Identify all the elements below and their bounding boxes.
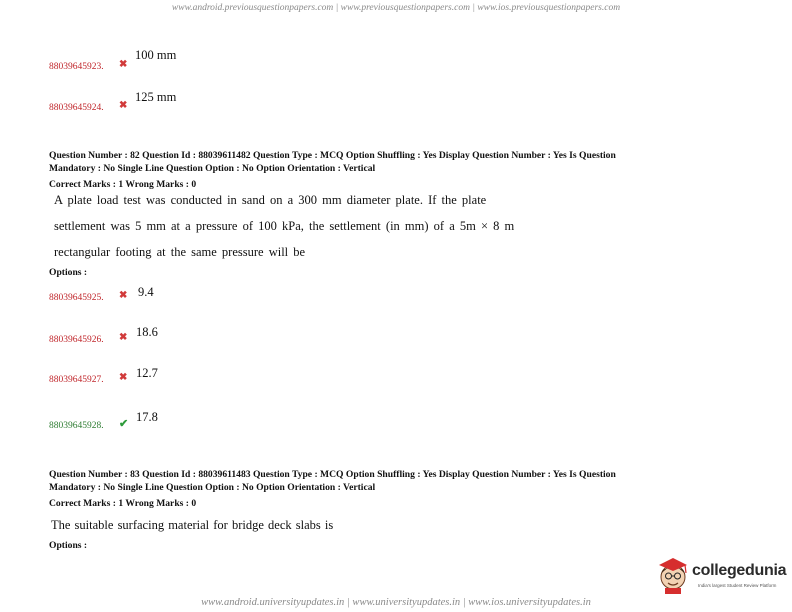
header-watermark: www.android.previousquestionpapers.com | www.previousquestionpapers.com | www.ios.previousquestionpapers.com (171, 3, 621, 13)
option-text: 18.6 (136, 325, 158, 339)
option-id: 88039645923. (49, 62, 104, 72)
check-icon: ✔ (119, 418, 129, 430)
question-text-line: rectangular footing at the same pressure will be (54, 245, 306, 259)
question-meta-line1: Question Number : 83 Question Id : 88039611483 Question Type : MCQ Option Shuffling : Yes Display Question Number : Yes Is Question (49, 469, 616, 480)
option-text: 9.4 (138, 285, 154, 299)
option-text: 12.7 (136, 366, 158, 380)
cross-icon: ✖ (119, 59, 128, 70)
logo-tagline: India's largest Student Review Platform (698, 583, 777, 588)
question-meta-line2: Mandatory : No Single Line Question Option : No Option Orientation : Vertical (49, 482, 376, 493)
cross-icon: ✖ (119, 372, 128, 383)
option-id: 88039645926. (49, 335, 104, 345)
options-label: Options : (49, 267, 88, 278)
option-text: 100 mm (135, 48, 177, 62)
footer-watermark: www.android.universityupdates.in | www.universityupdates.in | www.ios.universityupdates.in (201, 597, 591, 608)
option-id: 88039645925. (49, 293, 104, 303)
option-text: 125 mm (135, 90, 177, 104)
logo-wordmark: collegedunia (692, 562, 787, 579)
option-text-correct: 17.8 (136, 410, 158, 424)
option-id: 88039645927. (49, 375, 104, 385)
question-meta-line2: Mandatory : No Single Line Question Option : No Option Orientation : Vertical (49, 163, 376, 174)
option-id: 88039645924. (49, 103, 104, 113)
question-meta-line1: Question Number : 82 Question Id : 88039611482 Question Type : MCQ Option Shuffling : Yes Display Question Number : Yes Is Question (49, 150, 616, 161)
options-label: Options : (49, 540, 88, 551)
graduate-mascot-icon (656, 556, 690, 594)
question-marks: Correct Marks : 1 Wrong Marks : 0 (49, 179, 197, 190)
question-text: The suitable surfacing material for bridge deck slabs is (51, 518, 334, 532)
question-text-line: A plate load test was conducted in sand on a 300 mm diameter plate. If the plate (54, 193, 487, 207)
question-text-line: settlement was 5 mm at a pressure of 100 kPa, the settlement (in mm) of a 5m × 8 m (54, 219, 515, 233)
cross-icon: ✖ (119, 332, 128, 343)
cross-icon: ✖ (119, 100, 128, 111)
collegedunia-logo (656, 556, 786, 598)
cross-icon: ✖ (119, 290, 128, 301)
option-id-correct: 88039645928. (49, 421, 104, 431)
question-marks: Correct Marks : 1 Wrong Marks : 0 (49, 498, 197, 509)
